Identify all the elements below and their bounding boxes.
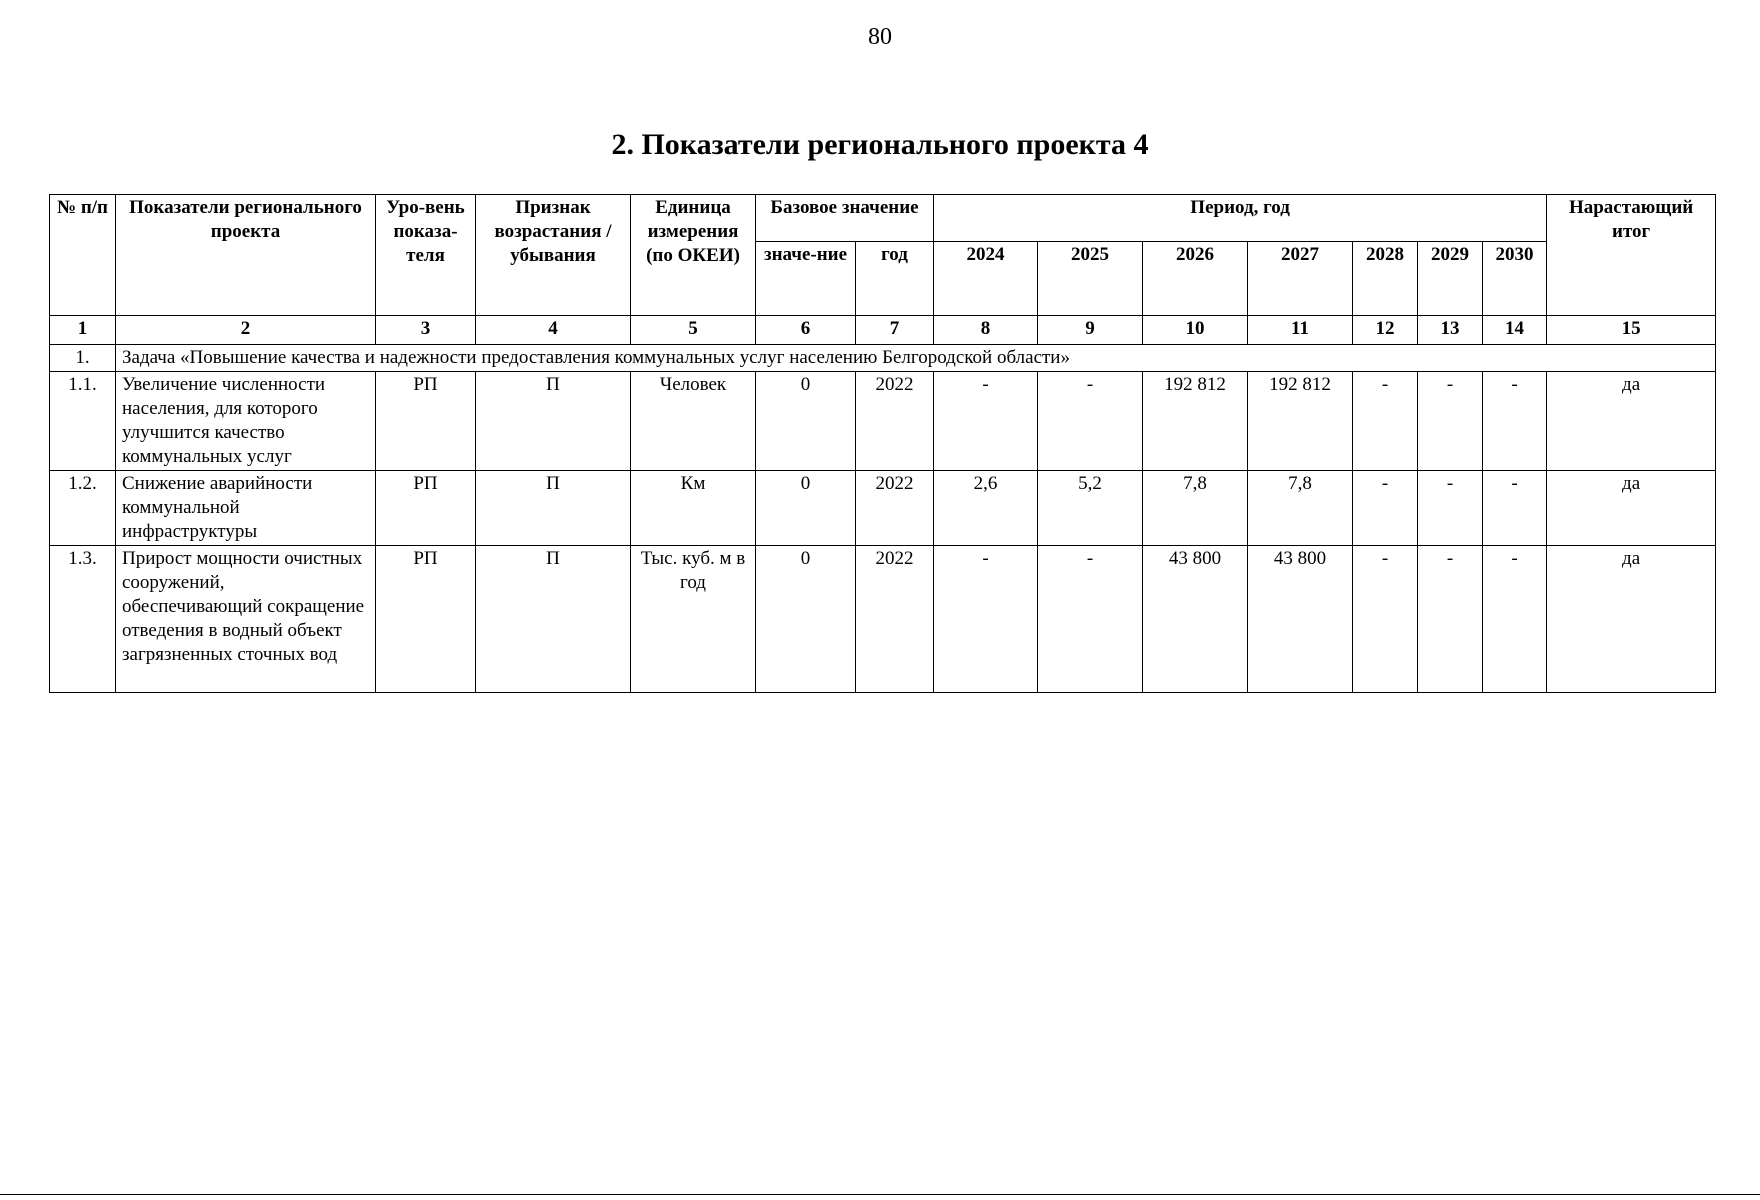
row-value-2024: - (934, 372, 1038, 471)
task-row (50, 345, 1716, 372)
row-sign: П (476, 471, 631, 546)
column-number: 10 (1143, 316, 1248, 345)
header-year: 2026 (1143, 242, 1248, 316)
row-value-2028: - (1353, 546, 1418, 693)
header-year: 2029 (1418, 242, 1483, 316)
row-num: 1.2. (50, 471, 116, 546)
header-indicator: Показатели регионального проекта (116, 195, 376, 316)
row-base-value: 0 (756, 471, 856, 546)
row-num: 1.1. (50, 372, 116, 471)
task-num: 1. (50, 345, 116, 372)
column-number: 12 (1353, 316, 1418, 345)
row-value-2024: 2,6 (934, 471, 1038, 546)
row-base-year: 2022 (856, 546, 934, 693)
column-number: 8 (934, 316, 1038, 345)
row-value-2025: - (1038, 372, 1143, 471)
header-year: 2024 (934, 242, 1038, 316)
column-number: 13 (1418, 316, 1483, 345)
column-number: 1 (50, 316, 116, 345)
row-value-2030: - (1483, 546, 1547, 693)
row-value-2030: - (1483, 471, 1547, 546)
header-year: 2027 (1248, 242, 1353, 316)
row-cumulative: да (1547, 372, 1716, 471)
row-base-value: 0 (756, 372, 856, 471)
column-number: 11 (1248, 316, 1353, 345)
row-value-2026: 192 812 (1143, 372, 1248, 471)
header-row-1 (50, 195, 1716, 242)
header-num: № п/п (50, 195, 116, 316)
header-unit: Единица измерения (по ОКЕИ) (631, 195, 756, 316)
header-base-value: значе-ние (756, 242, 856, 316)
row-num: 1.3. (50, 546, 116, 693)
row-value-2030: - (1483, 372, 1547, 471)
column-number: 9 (1038, 316, 1143, 345)
header-cumulative: Нарастающий итог (1547, 195, 1716, 316)
row-value-2027: 7,8 (1248, 471, 1353, 546)
task-text: Задача «Повышение качества и надежности предоставления коммунальных услуг населению Белгородской области» (116, 345, 1716, 372)
row-unit: Тыс. куб. м в год (631, 546, 756, 693)
header-year: 2028 (1353, 242, 1418, 316)
row-value-2028: - (1353, 471, 1418, 546)
table-row (50, 546, 1716, 693)
row-base-year: 2022 (856, 471, 934, 546)
column-number: 7 (856, 316, 934, 345)
row-value-2029: - (1418, 471, 1483, 546)
header-period: Период, год (934, 195, 1547, 242)
row-level: РП (376, 471, 476, 546)
header-sign: Признак возрастания / убывания (476, 195, 631, 316)
row-unit: Человек (631, 372, 756, 471)
row-sign: П (476, 546, 631, 693)
table-row (50, 471, 1716, 546)
table-row (50, 372, 1716, 471)
row-value-2026: 43 800 (1143, 546, 1248, 693)
row-base-year: 2022 (856, 372, 934, 471)
row-value-2029: - (1418, 372, 1483, 471)
indicators-table (49, 194, 1716, 693)
row-cumulative: да (1547, 546, 1716, 693)
header-year: 2030 (1483, 242, 1547, 316)
row-value-2029: - (1418, 546, 1483, 693)
row-base-value: 0 (756, 546, 856, 693)
page-title: 2. Показатели регионального проекта 4 (611, 128, 1149, 161)
row-value-2027: 43 800 (1248, 546, 1353, 693)
row-value-2028: - (1353, 372, 1418, 471)
column-number: 15 (1547, 316, 1716, 345)
column-number: 3 (376, 316, 476, 345)
row-value-2027: 192 812 (1248, 372, 1353, 471)
row-value-2025: 5,2 (1038, 471, 1143, 546)
column-number: 6 (756, 316, 856, 345)
column-number-row (50, 316, 1716, 345)
row-level: РП (376, 546, 476, 693)
column-number: 2 (116, 316, 376, 345)
row-value-2026: 7,8 (1143, 471, 1248, 546)
row-cumulative: да (1547, 471, 1716, 546)
header-base-year: год (856, 242, 934, 316)
row-indicator: Прирост мощности очистных сооружений, обеспечивающий сокращение отведения в водный объект загрязненных сточных вод (116, 546, 376, 693)
row-sign: П (476, 372, 631, 471)
row-indicator: Снижение аварийности коммунальной инфраструктуры (116, 471, 376, 546)
column-number: 5 (631, 316, 756, 345)
header-base: Базовое значение (756, 195, 934, 242)
row-value-2024: - (934, 546, 1038, 693)
header-level: Уро-вень показа-теля (376, 195, 476, 316)
row-value-2025: - (1038, 546, 1143, 693)
column-number: 4 (476, 316, 631, 345)
row-unit: Км (631, 471, 756, 546)
bottom-divider (0, 1194, 1760, 1195)
header-year: 2025 (1038, 242, 1143, 316)
row-level: РП (376, 372, 476, 471)
row-indicator: Увеличение численности населения, для которого улучшится качество коммунальных услуг (116, 372, 376, 471)
page-number: 80 (868, 24, 892, 50)
column-number: 14 (1483, 316, 1547, 345)
